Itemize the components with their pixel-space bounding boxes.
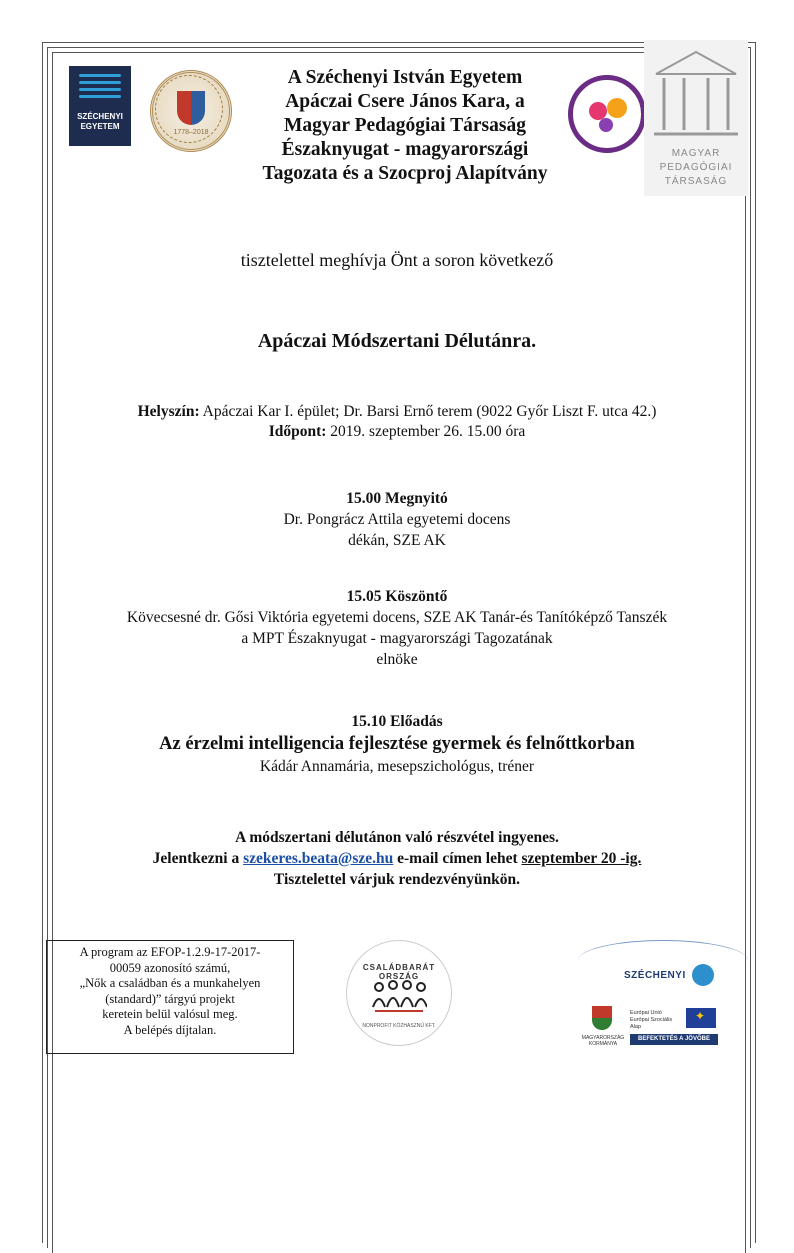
eu-text xyxy=(630,1010,672,1031)
heading-line-1: A Széchenyi István Egyetem xyxy=(287,67,523,88)
registration-prefix: Jelentkezni a xyxy=(152,850,244,867)
mpt-text-3: TÁRSASÁG xyxy=(664,176,728,187)
registration-deadline: szeptember 20 -ig. xyxy=(521,850,642,867)
time-row xyxy=(60,422,734,442)
eu-text-1: Európai Unió xyxy=(630,1010,662,1016)
hungary-crest-icon xyxy=(592,1006,612,1030)
event-title: Apáczai Módszertani Délutánra. xyxy=(257,330,537,352)
lecture-heading: 15.10 Előadás xyxy=(351,713,443,730)
box-line: 00059 azonosító számú, xyxy=(109,960,231,975)
temple-icon xyxy=(650,48,742,144)
box-line: A program az EFOP-1.2.9-17-2017- xyxy=(79,945,261,959)
opening-role: dékán, SZE AK xyxy=(348,532,446,549)
registration-middle: e-mail címen lehet xyxy=(393,850,522,867)
csaladbarat-egyetem-logo xyxy=(568,75,646,153)
csaladbarat-orszag-logo xyxy=(346,940,452,1046)
opening-speaker: Dr. Pongrácz Attila egyetemi docens xyxy=(283,511,511,528)
csaladbarat-bottom-text: NONPROFIT KÖZHASZNÚ KFT. xyxy=(362,1023,436,1029)
program-opening xyxy=(60,488,734,551)
lecture-title: Az érzelmi intelligencia fejlesztése gyermek és felnőttkorban xyxy=(159,734,635,754)
opening-heading: 15.00 Megnyitó xyxy=(346,490,448,507)
box-line: „Nők a családban és a munkahelyen xyxy=(79,976,261,990)
event-details xyxy=(60,402,734,442)
mpt-text-2: PEDAGÓGIAI xyxy=(659,162,733,173)
logo-stripes xyxy=(79,74,121,108)
box-line: A belépés díjtalan. xyxy=(123,1022,217,1037)
free-participation-note: A módszertani délutánon való részvétel ingyenes. xyxy=(235,829,559,846)
program-lecture xyxy=(60,711,734,777)
logo-text-2: EGYETEM xyxy=(80,122,120,131)
seal-shield-icon xyxy=(177,91,205,125)
program-greeting xyxy=(60,586,734,670)
heading-line-2: Apáczai Csere János Kara, a xyxy=(285,91,525,112)
time-value: 2019. szeptember 26. 15.00 óra xyxy=(326,423,526,440)
box-line: (standard)” tárgyú projekt xyxy=(105,991,235,1006)
szechenyi-egyetem-logo xyxy=(69,66,131,146)
greeting-role: a MPT Északnyugat - magyarországi Tagozatának xyxy=(241,630,553,647)
greeting-heading: 15.05 Köszöntő xyxy=(346,588,448,605)
eu-flag-icon xyxy=(686,1008,716,1028)
szechenyi-2020-text: SZÉCHENYI xyxy=(624,970,686,981)
registration-notes xyxy=(60,827,734,890)
email-link[interactable]: szekeres.beata@sze.hu xyxy=(243,850,394,867)
csaladbarat-top-text: CSALÁDBARÁT ORSZÁG xyxy=(362,963,436,981)
seal-years: 1778–2018 xyxy=(173,129,209,136)
time-label: Időpont: xyxy=(268,423,327,440)
organizers-heading xyxy=(230,66,580,186)
befektetes-banner: BEFEKTETÉS A JÖVŐBE xyxy=(630,1034,718,1045)
heading-line-5: Tagozata és a Szocproj Alapítvány xyxy=(262,163,548,184)
university-seal xyxy=(150,70,232,152)
mpt-logo xyxy=(644,40,748,196)
project-info-box xyxy=(46,940,294,1054)
mpt-text-1: MAGYAR xyxy=(671,148,721,159)
registration-line xyxy=(60,848,734,869)
szechenyi-2020-block xyxy=(578,940,748,1060)
greeting-speaker: Kövecsesné dr. Gősi Viktória egyetemi docens, SZE AK Tanár-és Tanítóképző Tanszék xyxy=(126,609,668,626)
location-pin-icon xyxy=(692,964,714,986)
closing-line: Tisztelettel várjuk rendezvényünkön. xyxy=(273,871,521,888)
heading-line-3: Magyar Pedagógiai Társaság xyxy=(284,115,526,136)
invitation-line: tisztelettel meghívja Önt a soron következő xyxy=(240,250,554,270)
government-text: MAGYARORSZÁG KORMÁNYA xyxy=(581,1035,625,1047)
family-face-icon xyxy=(599,118,613,132)
family-figures-icon xyxy=(371,979,427,1013)
lecture-speaker: Kádár Annamária, mesepszichológus, tréner xyxy=(259,758,535,775)
box-line: keretein belül valósul meg. xyxy=(102,1007,238,1021)
location-row xyxy=(60,402,734,422)
eu-text-3: Alap xyxy=(630,1024,642,1030)
location-label: Helyszín: xyxy=(137,403,200,420)
heading-line-4: Északnyugat - magyarországi xyxy=(281,139,529,160)
logo-text-1: SZÉCHENYI xyxy=(77,112,123,121)
greeting-role-2: elnöke xyxy=(376,651,418,668)
location-value: Apáczai Kar I. épület; Dr. Barsi Ernő terem (9022 Győr Liszt F. utca 42.) xyxy=(199,403,657,420)
eu-text-2: Európai Szociális xyxy=(630,1017,673,1023)
family-face-icon xyxy=(607,98,627,118)
